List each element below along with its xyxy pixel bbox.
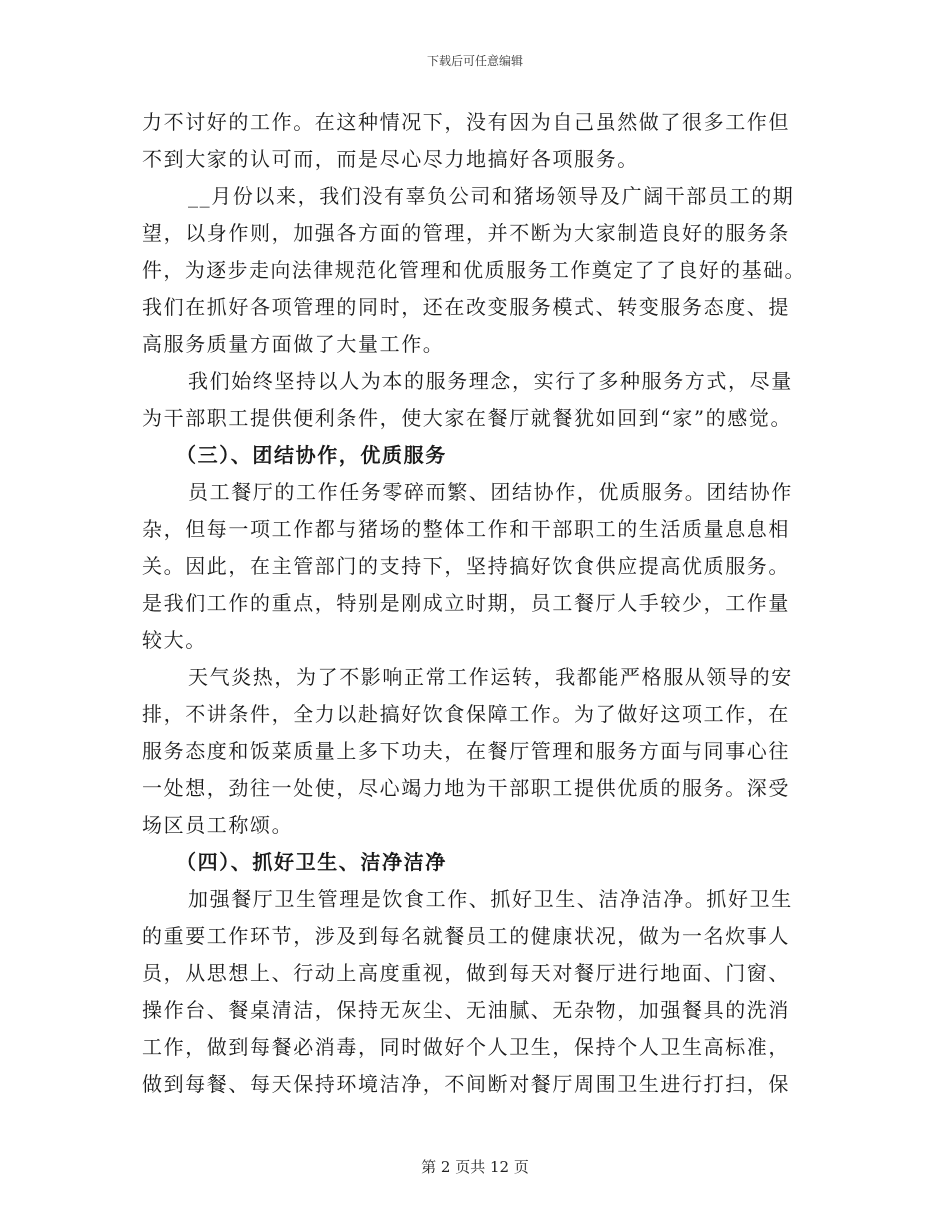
text-line: 场区员工称颂。 bbox=[142, 813, 294, 837]
paragraph-start-line: 天气炎热，为了不影响正常工作运转，我都能严格服从领导的安 bbox=[188, 665, 793, 689]
section-heading: （三）、团结协作，优质服务 bbox=[176, 443, 447, 467]
paragraph-start-line: 员工餐厅的工作任务零碎而繁、团结协作，优质服务。团结协作 bbox=[188, 480, 793, 504]
text-line: 工作，做到每餐必消毒，同时做好个人卫生，保持个人卫生高标准， bbox=[142, 1035, 790, 1059]
section-heading: （四）、抓好卫生、洁净洁净 bbox=[176, 850, 447, 874]
text-line: 为干部职工提供便利条件，使大家在餐厅就餐犹如回到“家”的感觉。 bbox=[142, 406, 793, 430]
page-footer: 第 2 页共 12 页 bbox=[421, 1158, 529, 1176]
text-line: 较大。 bbox=[142, 628, 207, 652]
text-line: 服务态度和饭菜质量上多下功夫，在餐厅管理和服务方面与同事心往 bbox=[142, 739, 790, 763]
text-line: 操作台、餐桌清洁，保持无灰尘、无油腻、无杂物，加强餐具的洗消 bbox=[142, 998, 790, 1022]
document-body bbox=[142, 104, 806, 1103]
text-line: 员，从思想上、行动上高度重视，做到每天对餐厅进行地面、门窗、 bbox=[142, 961, 790, 985]
text-line: 力不讨好的工作。在这种情况下，没有因为自己虽然做了很多工作但 bbox=[142, 110, 790, 134]
text-line: 关。因此，在主管部门的支持下，坚持搞好饮食供应提高优质服务。 bbox=[142, 554, 790, 578]
text-line: 不到大家的认可而，而是尽心尽力地搞好各项服务。 bbox=[142, 147, 639, 171]
paragraph-start-line: 加强餐厅卫生管理是饮食工作、抓好卫生、洁净洁净。抓好卫生 bbox=[188, 887, 793, 911]
text-line: 的重要工作环节，涉及到每名就餐员工的健康状况，做为一名炊事人 bbox=[142, 924, 790, 948]
text-line: 我们在抓好各项管理的同时，还在改变服务模式、转变服务态度、提 bbox=[142, 295, 790, 319]
text-line: 望，以身作则，加强各方面的管理，并不断为大家制造良好的服务条 bbox=[142, 221, 790, 245]
page-header: 下载后可任意编辑 bbox=[426, 54, 523, 68]
text-line: 件，为逐步走向法律规范化管理和优质服务工作奠定了了良好的基础。 bbox=[142, 258, 806, 282]
text-line: 做到每餐、每天保持环境洁净，不间断对餐厅周围卫生进行打扫，保 bbox=[142, 1072, 790, 1096]
text-line: 是我们工作的重点，特别是刚成立时期，员工餐厅人手较少，工作量 bbox=[142, 591, 790, 615]
text-line: 高服务质量方面做了大量工作。 bbox=[142, 332, 445, 356]
text-line: 一处想，劲往一处使，尽心竭力地为干部职工提供优质的服务。深受 bbox=[142, 776, 790, 800]
text-line: 排，不讲条件，全力以赴搞好饮食保障工作。为了做好这项工作，在 bbox=[142, 702, 790, 726]
paragraph-start-line: 我们始终坚持以人为本的服务理念，实行了多种服务方式，尽量 bbox=[188, 369, 793, 393]
paragraph-start-line: __月份以来，我们没有辜负公司和猪场领导及广阔干部员工的期 bbox=[188, 184, 795, 208]
text-line: 杂，但每一项工作都与猪场的整体工作和干部职工的生活质量息息相 bbox=[142, 517, 790, 541]
